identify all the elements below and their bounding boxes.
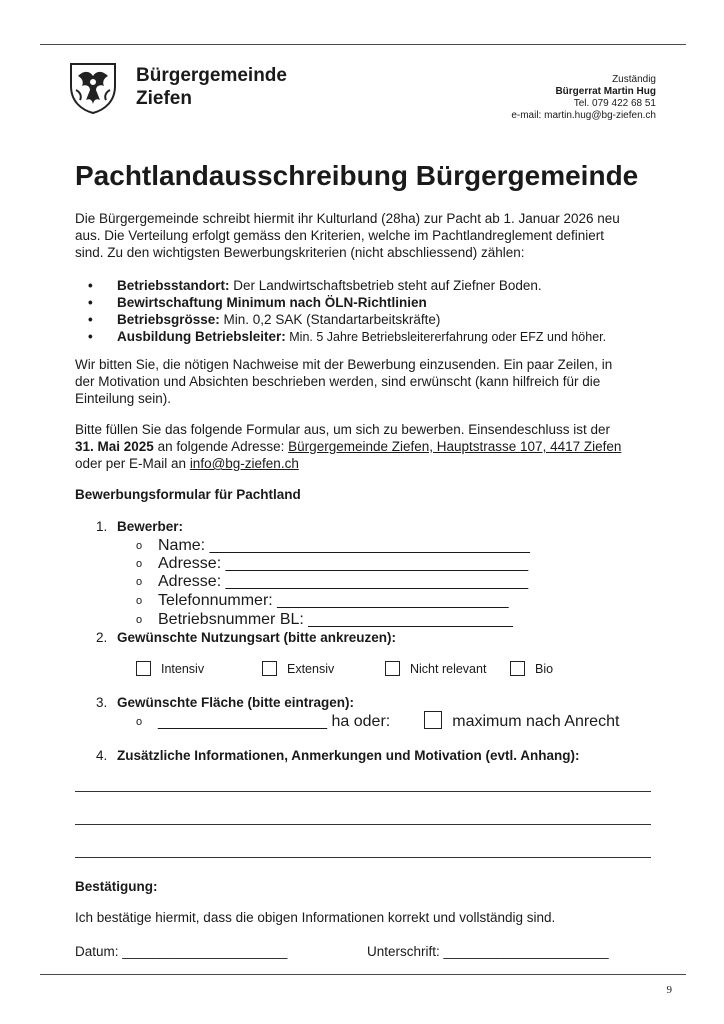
option-label: Bio [535, 662, 554, 676]
proof-line: Einteilung sein). [75, 391, 172, 406]
field-label: Telefonnummer: __________________________ [158, 592, 509, 609]
criteria-item [88, 277, 606, 294]
field-phone[interactable] [136, 592, 509, 610]
field-label: Adresse: __________________________________ [158, 573, 529, 590]
contact-name: Bürgerrat Martin Hug [555, 86, 656, 97]
contact-email: e-mail: martin.hug@bg-ziefen.ch [511, 110, 656, 121]
area-blank: ___________________ ha oder: [158, 713, 391, 730]
circle-bullet-icon: o [136, 540, 143, 552]
writing-line[interactable] [75, 857, 651, 858]
org-name-line2: Ziefen [136, 88, 192, 109]
criteria-label: Betriebsgrösse: [117, 312, 220, 327]
option-label: Extensiv [287, 662, 335, 676]
confirmation-heading: Bestätigung: [75, 879, 158, 894]
section-number: 4. [96, 748, 108, 763]
proof-line: der Motivation und Absichten beschrieben werden, sind erwünscht (kann hilfreich für die [75, 374, 601, 389]
checkbox-icon[interactable] [262, 661, 277, 676]
option-extensiv[interactable] [262, 661, 334, 676]
contact-block [511, 74, 656, 122]
option-bio[interactable] [510, 661, 553, 676]
field-label: Name: ____________________________________ [158, 537, 530, 554]
criteria-list [88, 277, 606, 346]
proof-line: Wir bitten Sie, die nötigen Nachweise mit der Bewerbung einzusenden. Ein paar Zeilen, in [75, 357, 613, 372]
section-number: 2. [96, 630, 108, 645]
section-title: Gewünschte Nutzungsart (bitte ankreuzen): [117, 630, 397, 645]
circle-bullet-icon: o [136, 576, 143, 588]
criteria-label: Ausbildung Betriebsleiter: [117, 329, 286, 344]
confirmation-text: Ich bestätige hiermit, dass die obigen Informationen korrekt und vollständig sind. [75, 910, 556, 925]
proof-paragraph [75, 356, 665, 407]
apply-text: oder per E-Mail an [75, 456, 190, 471]
form-heading: Bewerbungsformular für Pachtland [75, 487, 301, 502]
top-rule [40, 44, 686, 45]
coat-of-arms-icon [68, 62, 118, 114]
contact-phone: Tel. 079 422 68 51 [573, 98, 656, 109]
option-label: Nicht relevant [410, 662, 487, 676]
page-number: 9 [666, 984, 672, 996]
submission-address: Bürgergemeinde Ziefen, Hauptstrasse 107, 4417 Ziefen [288, 439, 622, 454]
date-field[interactable]: Datum: ______________________ [75, 944, 288, 959]
circle-bullet-icon: o [136, 595, 143, 607]
circle-bullet-icon: o [136, 716, 143, 728]
letterhead [68, 58, 656, 121]
section-area [96, 695, 354, 710]
section-number: 3. [96, 695, 108, 710]
intro-paragraph [75, 210, 665, 261]
page-title: Pachtlandausschreibung Bürgergemeinde [75, 160, 639, 191]
intro-line: Die Bürgergemeinde schreibt hiermit ihr Kulturland (28ha) zur Pacht ab 1. Januar 2026 neu [75, 211, 620, 226]
field-label: Betriebsnummer BL: _______________________ [158, 611, 513, 628]
section-applicant [96, 519, 183, 534]
section-additional-info [96, 748, 580, 763]
criteria-item [88, 311, 606, 328]
section-title: Bewerber: [117, 519, 184, 534]
apply-paragraph [75, 421, 665, 472]
bottom-rule [40, 974, 686, 975]
criteria-text: Min. 5 Jahre Betriebsleitererfahrung oder EFZ und höher. [285, 330, 607, 344]
checkbox-icon[interactable] [424, 711, 442, 729]
criteria-label: Betriebsstandort: [117, 278, 230, 293]
section-usage [96, 630, 396, 645]
apply-text: an folgende Adresse: [153, 439, 289, 454]
criteria-label: Bewirtschaftung Minimum nach ÖLN-Richtlinien [117, 295, 427, 310]
checkbox-icon[interactable] [385, 661, 400, 676]
criteria-text: Min. 0,2 SAK (Standartarbeitskräfte) [219, 312, 441, 327]
org-name-line1: Bürgergemeinde [136, 65, 287, 86]
field-farm-number[interactable] [136, 611, 513, 629]
option-intensiv[interactable] [136, 661, 204, 676]
intro-line: aus. Die Verteilung erfolgt gemäss den Kriterien, welche im Pachtlandreglement definiert [75, 228, 605, 243]
option-nicht-relevant[interactable] [385, 661, 486, 676]
contact-label: Zuständig [612, 74, 656, 85]
circle-bullet-icon: o [136, 614, 143, 626]
circle-bullet-icon: o [136, 558, 143, 570]
section-number: 1. [96, 519, 108, 534]
organization-name [136, 64, 287, 110]
writing-line[interactable] [75, 824, 651, 825]
writing-line[interactable] [75, 791, 651, 792]
criteria-item [88, 328, 606, 346]
criteria-text: Der Landwirtschaftsbetrieb steht auf Ziefner Boden. [229, 278, 542, 293]
area-field[interactable] [136, 711, 619, 731]
field-address-2[interactable] [136, 573, 528, 591]
section-title: Gewünschte Fläche (bitte eintragen): [117, 695, 355, 710]
section-title: Zusätzliche Informationen, Anmerkungen und Motivation (evtl. Anhang): [117, 748, 580, 763]
checkbox-icon[interactable] [510, 661, 525, 676]
email-link[interactable]: info@bg-ziefen.ch [189, 456, 299, 471]
field-address-1[interactable] [136, 555, 528, 573]
field-label: Adresse: __________________________________ [158, 555, 529, 572]
signature-field[interactable]: Unterschrift: ______________________ [367, 944, 609, 959]
area-max-label: maximum nach Anrecht [452, 713, 620, 730]
deadline-date: 31. Mai 2025 [75, 439, 154, 454]
checkbox-icon[interactable] [136, 661, 151, 676]
criteria-item [88, 294, 606, 311]
option-label: Intensiv [161, 662, 205, 676]
field-name[interactable] [136, 537, 530, 555]
apply-line: Bitte füllen Sie das folgende Formular aus, um sich zu bewerben. Einsendeschluss ist der [75, 422, 611, 437]
intro-line: sind. Zu den wichtigsten Bewerbungskriterien (nicht abschliessend) zählen: [75, 245, 525, 260]
